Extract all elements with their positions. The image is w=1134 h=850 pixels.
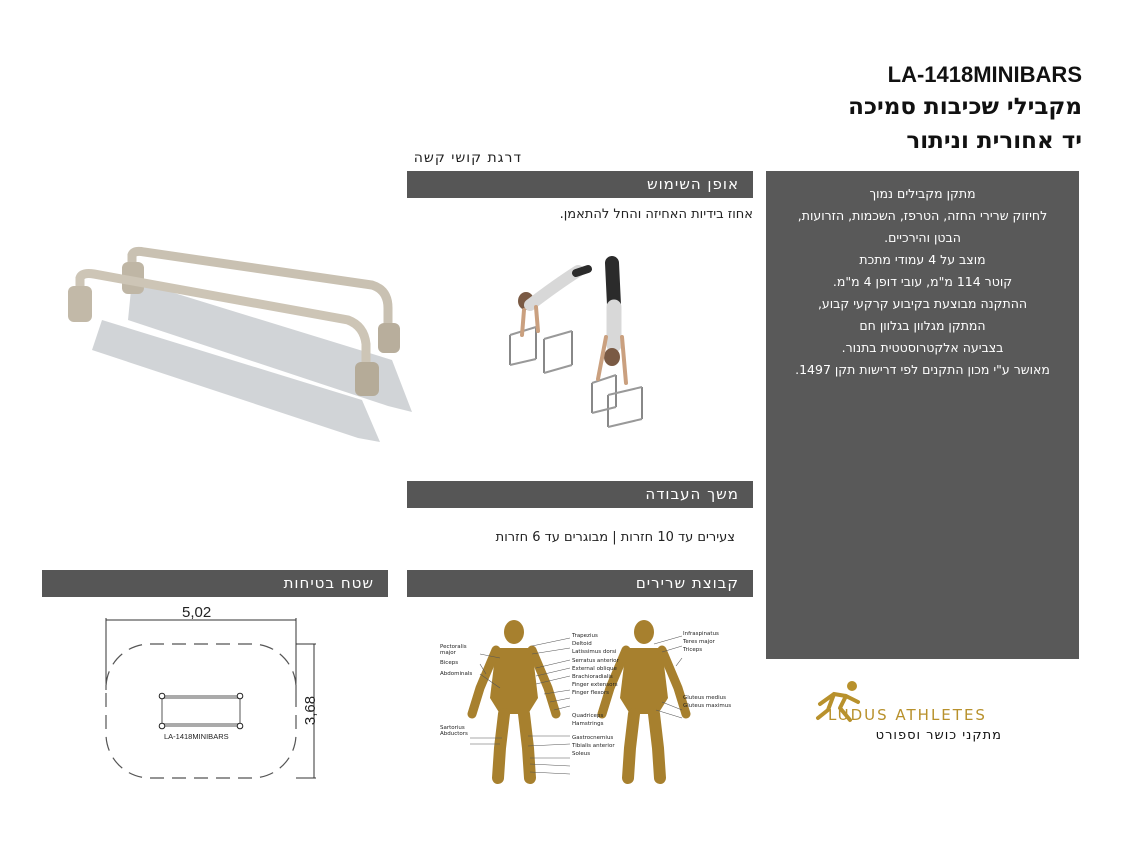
safety-width: 5,02: [182, 604, 212, 621]
description-line: הבטן והירכיים.: [884, 230, 961, 245]
muscle-label: Quadriceps: [572, 712, 604, 719]
product-title-line1: מקבילי שכיבות סמיכה: [848, 94, 1082, 120]
description-line: קוטר 114 מ"מ, עובי דופן 4 מ"מ.: [832, 274, 1013, 289]
muscle-label: Triceps: [683, 647, 703, 653]
description-line: בצביעה אלקטרוסטטית בתנור.: [841, 340, 1004, 355]
brand-tagline: מתקני כושר וספורט: [875, 728, 1002, 743]
muscle-label: Hamstrings: [572, 720, 604, 727]
brand-logo: [812, 680, 1042, 750]
muscles-heading: קבוצת שרירים: [407, 570, 753, 597]
muscle-label: Soleus: [572, 751, 591, 758]
muscle-label: External oblique: [572, 665, 617, 672]
safety-model-label: LA-1418MINIBARS: [164, 732, 229, 741]
exercise-illustration: [496, 255, 666, 445]
usage-heading: אופן השימוש: [407, 171, 753, 198]
muscle-label: Gluteus medius: [683, 695, 727, 701]
product-title-line2: יד אחורית וניתור: [906, 128, 1082, 154]
muscle-label: Abdominals: [440, 670, 473, 677]
muscle-label: Tibialis anterior: [572, 743, 615, 750]
brand-name: LUDUS ATHLETES: [828, 706, 987, 724]
muscle-label: Finger flexors: [572, 690, 609, 697]
difficulty-level: דרגת קושי קשה: [413, 150, 522, 166]
safety-diagram: [100, 606, 340, 796]
muscle-label: Gastrocnemius: [572, 735, 614, 742]
muscle-label: Infraspinatus: [683, 631, 719, 637]
muscle-label: Finger extensors: [572, 682, 618, 689]
muscle-label: Trapezius: [572, 633, 598, 639]
muscle-chart: [440, 618, 740, 788]
exercise-figures: [496, 255, 666, 445]
description-line: מוצב על 4 עמודי מתכת: [859, 252, 986, 267]
muscle-label: Serratus anterior: [572, 657, 619, 664]
muscle-label: Sartorius: [440, 724, 465, 731]
safety-heading: שטח בטיחות: [42, 570, 388, 597]
muscle-label: Teres major: [683, 639, 715, 645]
parallel-bars-render: [32, 180, 432, 470]
description-line: מתקן מקבילים נמוך: [869, 186, 976, 201]
muscle-label: Abductors: [440, 731, 468, 738]
product-image: [32, 180, 432, 470]
muscle-label: Pectoralis major: [440, 644, 467, 657]
duration-text: צעירים עד 10 חזרות | מבוגרים עד 6 חזרות: [495, 530, 735, 545]
description-panel: [766, 171, 1079, 659]
muscle-label: Biceps: [440, 660, 459, 667]
usage-text: אחוז בידיות האחיזה והחל להתאמן.: [559, 207, 753, 222]
duration-heading: משך העבודה: [407, 481, 753, 508]
muscle-label: Deltoid: [572, 641, 592, 648]
description-line: לחיזוק שרירי החזה, הטרפז, השכמות, הזרועות,: [797, 208, 1048, 223]
description-line: מאושר ע"י מכון התקנים לפי דרישות תקן 1497.: [795, 362, 1050, 377]
muscle-label: Brachioradialis: [572, 674, 613, 681]
description-line: המתקן מגלוון בגלוון חם: [859, 318, 986, 333]
model-code: LA-1418MINIBARS: [887, 62, 1082, 87]
muscle-label: Gluteus maximus: [683, 703, 732, 709]
description-line: ההתקנה מבוצעת בקיבוע קרקעי קבוע,: [817, 296, 1028, 311]
safety-depth: 3,68: [302, 695, 320, 726]
muscle-label: Latissimus dorsi: [572, 649, 617, 656]
